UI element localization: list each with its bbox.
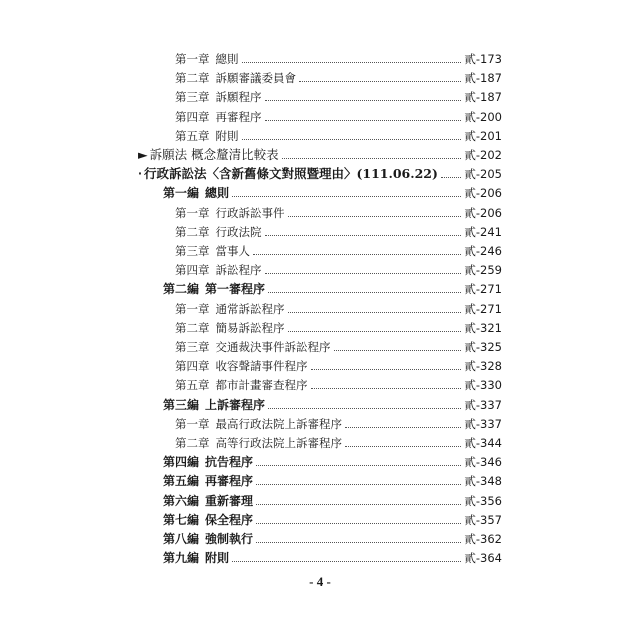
dot-leader	[288, 331, 462, 332]
toc-entry	[163, 528, 502, 546]
toc-entry-title: 簡易訴訟程序	[215, 320, 285, 335]
toc-entry-title: 強制執行	[205, 532, 254, 546]
toc-entry	[175, 67, 502, 85]
toc-entry	[175, 355, 502, 373]
dot-leader	[256, 504, 461, 505]
toc-entry	[163, 394, 502, 412]
toc-entry	[175, 413, 502, 431]
toc-entry	[175, 432, 502, 450]
toc-entry-title: 當事人	[215, 244, 250, 258]
toc-entry-page: 貳-206	[464, 205, 502, 220]
toc-entry-page: 貳-200	[464, 109, 502, 124]
toc-entry-number: 第三章	[175, 244, 210, 258]
toc-entry-number: 第一章	[175, 205, 210, 220]
toc-entry-page: 貳-271	[464, 301, 502, 316]
toc-entry-page: 貳-344	[464, 436, 502, 450]
toc-entry-title: 訴訟程序	[215, 263, 262, 278]
toc-entry-page: 貳-173	[464, 52, 502, 66]
toc-entry-title: 第一審程序	[205, 282, 266, 297]
toc-entry-number: 第二章	[175, 436, 210, 450]
toc-entry-number: 第五章	[175, 128, 210, 143]
dot-leader	[311, 388, 462, 389]
toc-entry-page: 貳-356	[464, 493, 502, 508]
toc-entry-title: 保全程序	[205, 512, 254, 527]
dot-leader	[311, 369, 462, 370]
toc-entry	[175, 125, 502, 143]
toc-entry-title: 交通裁決事件訴訟程序	[215, 340, 331, 354]
toc-entry-page: 貳-357	[464, 512, 502, 527]
toc-entry-number: 第四章	[175, 359, 210, 374]
dot-leader	[265, 273, 462, 274]
page-number: - 4 -	[309, 574, 331, 589]
toc-entry-title: 附則	[215, 128, 239, 143]
toc-entry-page: 貳-187	[464, 71, 502, 86]
toc-entry-page: 貳-241	[464, 224, 502, 239]
toc-entry-number: 第九編	[163, 551, 200, 566]
dot-leader	[282, 158, 462, 159]
toc-entry-page: 貳-271	[464, 282, 502, 297]
toc-entry-number: 第四章	[175, 109, 210, 124]
toc-entry-number: 第五章	[175, 378, 210, 393]
dot-leader	[253, 254, 461, 255]
toc-entry	[175, 86, 502, 104]
dot-leader	[265, 100, 462, 101]
dot-leader	[288, 312, 462, 313]
toc-entry-title: 訴願法 概念釐清比較表	[149, 147, 279, 162]
dot-leader	[232, 561, 461, 562]
toc-entry	[138, 163, 502, 181]
toc-entry-number: 第六編	[163, 493, 200, 508]
toc-entry-page: 貳-259	[464, 263, 502, 278]
toc-entry	[175, 374, 502, 392]
toc-entry-title: 總則	[205, 186, 230, 201]
toc-entry-title: 上訴審程序	[205, 397, 266, 412]
toc-entry-number: 第三章	[175, 340, 210, 354]
toc-entry	[163, 470, 502, 488]
toc-entry	[175, 259, 502, 277]
toc-entry-title: 附則	[205, 551, 230, 566]
dot-leader	[268, 408, 461, 409]
toc-entry	[163, 182, 502, 200]
toc-entry	[175, 336, 502, 354]
toc-entry-page: 貳-246	[464, 244, 502, 258]
toc-entry	[163, 278, 502, 296]
bullet-icon: ►	[138, 147, 148, 162]
dot-leader	[288, 216, 462, 217]
toc-entry-number: 第一章	[175, 52, 210, 66]
toc-entry-title: 收容聲請事件程序	[215, 359, 308, 374]
toc-entry	[175, 317, 502, 335]
dot-leader	[334, 350, 462, 351]
dot-leader	[256, 542, 461, 543]
dot-leader	[232, 196, 461, 197]
toc-entry-page: 貳-348	[464, 474, 502, 489]
toc-entry-page: 貳-337	[464, 397, 502, 412]
toc-entry-title: 行政法院	[215, 224, 262, 239]
toc-entry-title: 訴願審議委員會	[215, 71, 296, 86]
toc-entry-title: 總則	[215, 52, 239, 66]
toc-entry-number: 第三章	[175, 90, 210, 105]
toc-entry-title: 都市計畫審查程序	[215, 378, 308, 393]
toc-entry	[163, 547, 502, 565]
toc-entry-title: 抗告程序	[205, 455, 254, 470]
dot-leader	[265, 120, 462, 121]
dot-leader	[268, 292, 461, 293]
toc-entry-number: 第一章	[175, 301, 210, 316]
toc-entry-number: 第四編	[163, 455, 200, 470]
dot-leader	[299, 81, 461, 82]
toc-entry-page: 貳-337	[464, 416, 502, 431]
dot-leader	[242, 62, 462, 63]
toc-entry-page: 貳-205	[464, 167, 502, 182]
toc-entry	[163, 509, 502, 527]
dot-leader	[256, 465, 461, 466]
toc-entry	[175, 106, 502, 124]
toc-entry-title: 再審程序	[205, 474, 254, 489]
toc-entry	[175, 221, 502, 239]
dot-leader	[242, 139, 462, 140]
toc-entry	[175, 48, 502, 66]
toc-entry-number: 第二章	[175, 224, 210, 239]
dot-leader	[345, 446, 461, 447]
toc-entry-title: 再審程序	[215, 109, 262, 124]
toc-entry-number: 第一編	[163, 186, 200, 201]
toc-entry	[175, 202, 502, 220]
toc-entry-number: 第二章	[175, 71, 210, 86]
toc-entry-number: 第二章	[175, 320, 210, 335]
toc-entry-title: 行政訴訟事件	[215, 205, 285, 220]
dot-leader	[345, 427, 461, 428]
toc-entry-page: 貳-206	[464, 186, 502, 201]
toc-entry-page: 貳-362	[464, 532, 502, 546]
toc-entry	[163, 490, 502, 508]
toc-entry-page: 貳-325	[464, 340, 502, 354]
bullet-icon: ‧	[138, 166, 142, 182]
toc-entry-number: 第二編	[163, 282, 200, 297]
toc-entry-number: 第七編	[163, 512, 200, 527]
toc-entry-title: 重新審理	[205, 493, 254, 508]
toc-entry	[138, 144, 502, 162]
dot-leader	[256, 523, 461, 524]
toc-entry-title: 最高行政法院上訴審程序	[215, 416, 342, 431]
toc-entry-title: 通常訴訟程序	[215, 301, 285, 316]
toc-entry-number: 第一章	[175, 416, 210, 431]
toc-entry-number: 第五編	[163, 474, 200, 489]
toc-entry-page: 貳-187	[464, 90, 502, 105]
toc-entry-number: 第三編	[163, 397, 200, 412]
dot-leader	[441, 177, 461, 178]
toc-entry-number: 第八編	[163, 532, 200, 546]
dot-leader	[256, 484, 461, 485]
toc-entry-page: 貳-328	[464, 359, 502, 374]
toc-entry-page: 貳-201	[464, 128, 502, 143]
toc-entry-page: 貳-321	[464, 320, 502, 335]
toc-entry-title: 高等行政法院上訴審程序	[215, 436, 342, 450]
toc-entry-page: 貳-330	[464, 378, 502, 393]
toc-entry-title: 訴願程序	[215, 90, 262, 105]
toc-entry-page: 貳-346	[464, 455, 502, 470]
dot-leader	[265, 235, 462, 236]
toc-entry	[175, 240, 502, 258]
toc-entry-title: 行政訴訟法〈含新舊條文對照暨理由〉(111.06.22)	[143, 166, 438, 182]
toc-entry-number: 第四章	[175, 263, 210, 278]
toc-entry-page: 貳-364	[464, 551, 502, 566]
toc-entry	[175, 298, 502, 316]
toc-entry-page: 貳-202	[464, 148, 502, 162]
toc-entry	[163, 451, 502, 469]
